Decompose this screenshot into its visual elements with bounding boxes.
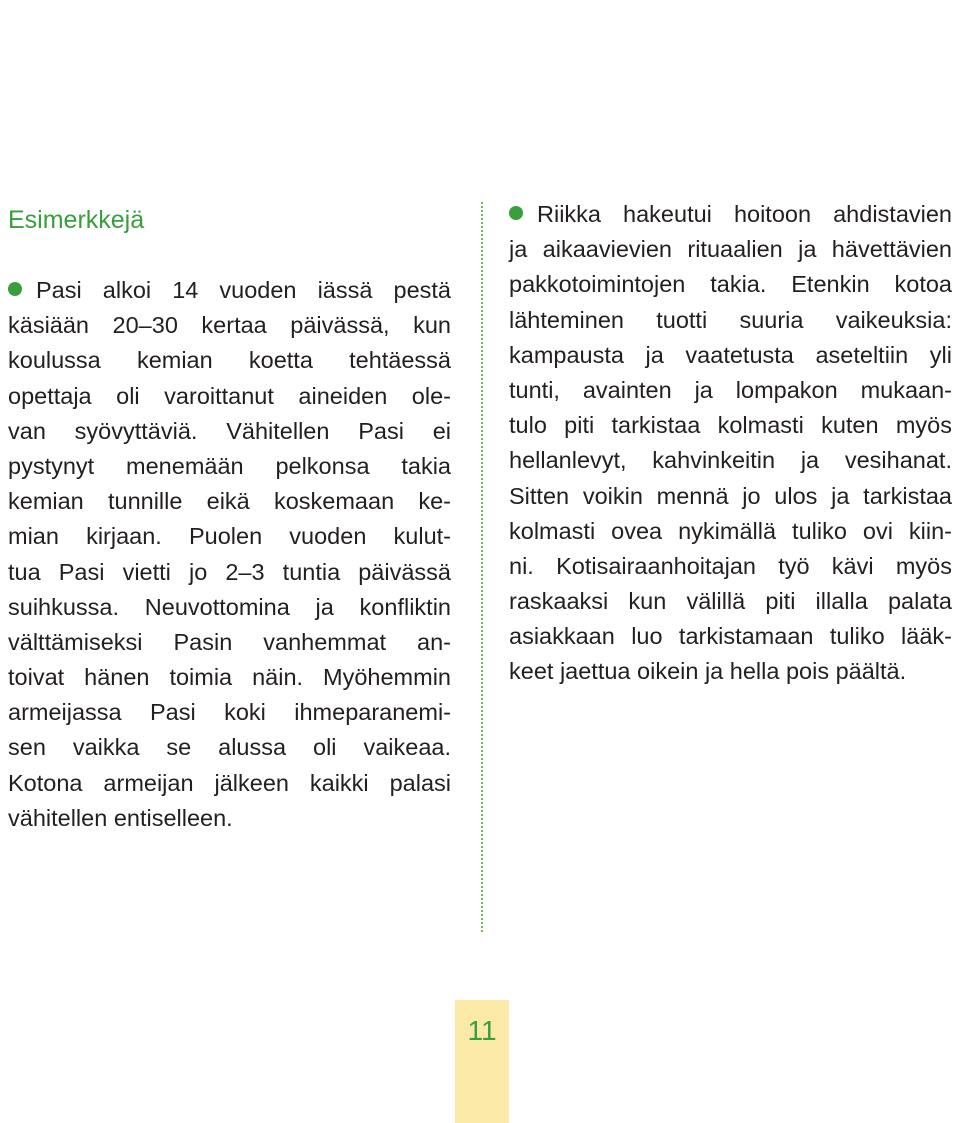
page-number-tab (455, 1000, 509, 1123)
example-pasi-line: van syövyttäviä. Vähitellen Pasi ei (8, 417, 451, 444)
example-pasi-line-text: Pasi alkoi 14 vuoden iässä pestä (36, 277, 451, 303)
example-pasi-line: mian kirjaan. Puolen vuoden kulut- (8, 523, 451, 550)
example-riikka-line (509, 197, 952, 232)
bullet-icon (509, 206, 523, 220)
example-riikka-line: kampausta ja vaatetusta aseteltiin yli (509, 341, 952, 368)
example-riikka-line: tunti, avainten ja lompakon mukaan- (509, 376, 952, 403)
example-riikka-line: Sitten voikin mennä jo ulos ja tarkistaa (509, 482, 952, 509)
example-riikka-line: ja aikaavievien rituaalien ja hävettävien (509, 236, 952, 263)
example-pasi-line: tua Pasi vietti jo 2–3 tuntia päivässä (8, 558, 451, 585)
example-riikka-line-text: Riikka hakeutui hoitoon ahdistavien (537, 201, 952, 227)
example-riikka-line: tulo piti tarkistaa kolmasti kuten myös (509, 412, 952, 439)
example-riikka-line: pakkotoimintojen takia. Etenkin kotoa (509, 271, 952, 298)
example-pasi-line: sen vaikka se alussa oli vaikeaa. (8, 734, 451, 761)
example-riikka-line: keet jaettua oikein ja hella pois päältä. (509, 658, 907, 685)
example-riikka (509, 197, 952, 690)
example-pasi-line: Kotona armeijan jälkeen kaikki palasi (8, 769, 451, 796)
example-pasi-line: koulussa kemian koetta tehtäessä (8, 347, 451, 374)
example-pasi-line: toivat hänen toimia näin. Myöhemmin (8, 664, 451, 691)
column-divider (481, 202, 483, 932)
example-pasi-line: välttämiseksi Pasin vanhemmat an- (8, 628, 451, 655)
example-riikka-line: lähteminen tuotti suuria vaikeuksia: (509, 306, 952, 333)
page-number: 11 (467, 1015, 497, 1046)
example-pasi-line: kemian tunnille eikä koskemaan ke- (8, 488, 451, 515)
example-pasi-line: opettaja oli varoittanut aineiden ole- (8, 382, 451, 409)
example-pasi (8, 273, 451, 836)
bullet-icon (8, 282, 22, 296)
example-pasi-line (8, 273, 451, 308)
example-riikka-line: asiakkaan luo tarkistamaan tuliko lääk- (509, 623, 952, 650)
example-pasi-line: käsiään 20–30 kertaa päivässä, kun (8, 312, 451, 339)
example-pasi-line: suihkussa. Neuvottomina ja konfliktin (8, 593, 451, 620)
example-riikka-line: kolmasti ovea nykimällä tuliko ovi kiin- (509, 517, 952, 544)
example-riikka-line: ni. Kotisairaanhoitajan työ kävi myös (509, 552, 952, 579)
example-pasi-line: vähitellen entiselleen. (8, 804, 233, 831)
example-pasi-line: pystynyt menemään pelkonsa takia (8, 452, 451, 479)
section-heading: Esimerkkejä (8, 206, 145, 234)
example-pasi-line: armeijassa Pasi koki ihmeparanemi- (8, 699, 451, 726)
example-riikka-line: hellanlevyt, kahvinkeitin ja vesihanat. (509, 447, 952, 474)
example-riikka-line: raskaaksi kun välillä piti illalla palata (509, 588, 952, 615)
